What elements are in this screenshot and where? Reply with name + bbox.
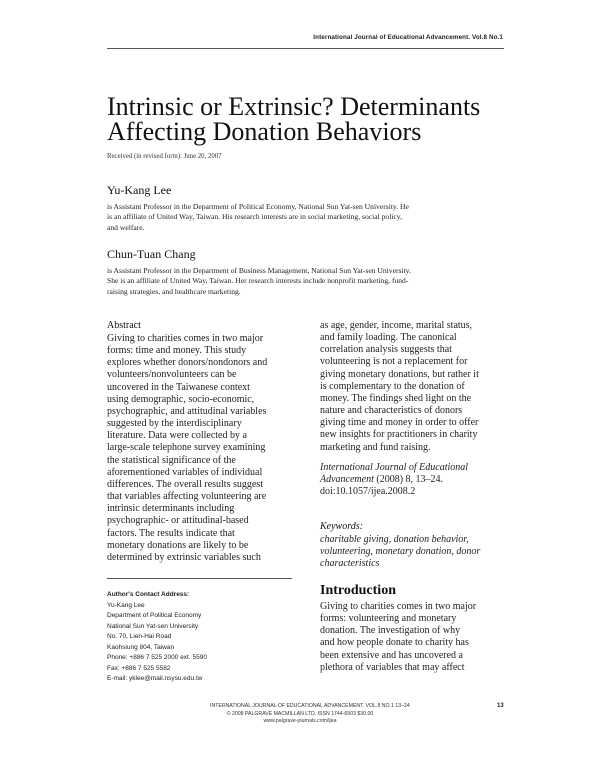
introduction-heading: Introduction bbox=[320, 583, 396, 598]
intro-line: donation. The investigation of why bbox=[320, 625, 461, 637]
contact-line: Department of Political Economy bbox=[107, 612, 202, 619]
contact-email[interactable]: E-mail: yklee@mail.nsysu.edu.tw bbox=[107, 675, 203, 682]
intro-line: plethora of variables that may affect bbox=[320, 661, 465, 673]
intro-line: Giving to charities comes in two major bbox=[320, 601, 477, 612]
bio-line: She is an affiliate of United Way, Taiwan. Her research interests include nonprofit marketing, fund- bbox=[107, 276, 409, 286]
page-number: 13 bbox=[497, 703, 504, 709]
author-name-lee: Yu-Kang Lee bbox=[107, 183, 172, 197]
author-name-chang: Chun-Tuan Chang bbox=[107, 247, 196, 261]
title-line: Affecting Donation Behaviors bbox=[107, 117, 422, 146]
keywords-heading: Keywords: bbox=[320, 521, 363, 532]
author-bio-lee bbox=[107, 202, 504, 233]
received-date: Received (in revised form): June 20, 2007 bbox=[107, 153, 222, 160]
bio-line: is an affiliate of United Way, Taiwan. His research interests are in social marketing, social policy, bbox=[107, 212, 402, 222]
abstract-line: determined by extrinsic variables such bbox=[107, 551, 261, 563]
abstract-line: correlation analysis suggests that bbox=[320, 344, 452, 356]
abstract-text-left bbox=[107, 333, 297, 564]
footer-copyright-line: © 2008 PALGRAVE MACMILLAN LTD. ISSN 1744-6503 $30.00 bbox=[226, 710, 374, 717]
author-bio-chang bbox=[107, 266, 504, 297]
abstract-line: large-scale telephone survey examining bbox=[107, 442, 266, 454]
citation-doi[interactable]: doi:10.1057/ijea.2008.2 bbox=[320, 486, 416, 498]
intro-line: forms: volunteering and monetary bbox=[320, 613, 457, 625]
footer-url[interactable]: www.palgrave-journals.com/ijea bbox=[263, 718, 337, 725]
citation-journal-name: Advancement bbox=[320, 474, 374, 486]
keywords-line: volunteering, monetary donation, donor bbox=[320, 546, 481, 558]
journal-running-head: International Journal of Educational Advancement. Vol.8 No.1 bbox=[313, 34, 503, 41]
abstract-heading: Abstract bbox=[107, 320, 141, 331]
author-contact-address bbox=[107, 590, 292, 685]
footer-journal-line: INTERNATIONAL JOURNAL OF EDUCATIONAL ADVANCEMENT. VOL.8 NO.1 13–24 bbox=[210, 703, 410, 709]
keywords-line: charitable giving, donation behavior, bbox=[320, 534, 469, 545]
abstract-line: forms: time and money. This study bbox=[107, 345, 247, 357]
abstract-text-right bbox=[320, 320, 510, 454]
abstract-line: explores whether donors/nondonors and bbox=[107, 357, 268, 369]
article-title bbox=[107, 94, 527, 144]
abstract-line: Giving to charities comes in two major bbox=[107, 333, 264, 344]
intro-line: and how people donate to charity has bbox=[320, 637, 469, 649]
abstract-line: intrinsic determinants including bbox=[107, 503, 235, 515]
abstract-line: giving monetary donations, but rather it bbox=[320, 368, 479, 380]
abstract-line: new insights for practitioners in charity bbox=[320, 429, 478, 441]
abstract-line: factors. The results indicate that bbox=[107, 527, 235, 539]
contact-line: Kaohsiung 804, Taiwan bbox=[107, 643, 175, 651]
citation-volume-pages: (2008) 8, 13–24. bbox=[373, 474, 444, 486]
citation-journal-line: International Journal of Educational bbox=[320, 462, 469, 473]
abstract-line: suggested by the interdisciplinary bbox=[107, 418, 242, 430]
abstract-line: as age, gender, income, marital status, bbox=[320, 320, 473, 331]
abstract-line: volunteers/nonvolunteers can be bbox=[107, 369, 237, 381]
abstract-line: differences. The overall results suggest bbox=[107, 478, 263, 490]
abstract-line: using demographic, socio-economic, bbox=[107, 393, 255, 405]
title-line: Intrinsic or Extrinsic? Determinants bbox=[107, 92, 481, 121]
abstract-line: and family loading. The canonical bbox=[320, 332, 457, 344]
contact-phone: Phone: +886 7 525 2000 ext. 5590 bbox=[107, 654, 207, 661]
contact-fax: Fax: +886 7 525 5582 bbox=[107, 664, 171, 672]
contact-line: No. 70, Lien-Hai Road bbox=[107, 633, 172, 640]
page-footer bbox=[210, 703, 410, 726]
journal-citation bbox=[320, 462, 510, 498]
abstract-line: giving time and money in order to offer bbox=[320, 417, 479, 429]
contact-line: Yu-Kang Lee bbox=[107, 601, 145, 609]
bio-line: raising strategies, and healthcare marketing. bbox=[107, 286, 241, 296]
intro-line: been extensive and has uncovered a bbox=[320, 649, 463, 661]
introduction-text bbox=[320, 601, 510, 674]
header-divider bbox=[107, 48, 504, 49]
abstract-line: psychographic, and attitudinal variables bbox=[107, 405, 267, 417]
keywords-line: characteristics bbox=[320, 558, 380, 570]
bio-line: and welfare. bbox=[107, 222, 145, 232]
abstract-line: marketing and fund raising. bbox=[320, 441, 431, 453]
keywords-list bbox=[320, 534, 510, 570]
abstract-line: psychographic- or attitudinal-based bbox=[107, 515, 249, 527]
bio-line: is Assistant Professor in the Department of Political Economy, National Sun Yat-sen University. He bbox=[107, 202, 409, 211]
contact-divider bbox=[107, 578, 292, 579]
abstract-line: aforementioned variables of individual bbox=[107, 466, 263, 478]
abstract-line: volunteering is not a replacement for bbox=[320, 356, 468, 368]
abstract-line: literature. Data were collected by a bbox=[107, 430, 247, 442]
bio-line: is Assistant Professor in the Department of Business Management, National Sun Yat-sen University. bbox=[107, 266, 411, 275]
abstract-line: money. The findings shed light on the bbox=[320, 392, 472, 404]
abstract-line: uncovered in the Taiwanese context bbox=[107, 381, 250, 393]
abstract-line: the statistical significance of the bbox=[107, 454, 236, 466]
contact-line: National Sun Yat-sen University bbox=[107, 622, 199, 630]
abstract-line: monetary donations are likely to be bbox=[107, 539, 249, 551]
abstract-line: is complementary to the donation of bbox=[320, 380, 465, 392]
abstract-line: that variables affecting volunteering are bbox=[107, 491, 267, 503]
abstract-line: nature and characteristics of donors bbox=[320, 405, 463, 417]
contact-heading: Author's Contact Address: bbox=[107, 591, 190, 598]
